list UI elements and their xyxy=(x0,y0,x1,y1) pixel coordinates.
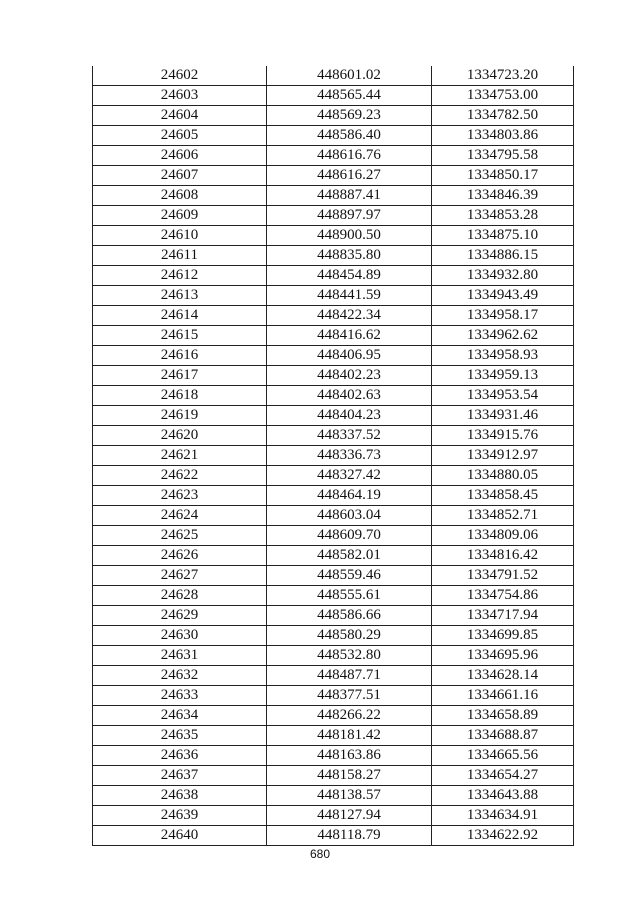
point-id-cell: 24605 xyxy=(93,126,267,146)
table-row xyxy=(93,206,574,226)
y-coordinate-cell: 1334754.86 xyxy=(432,586,574,606)
table-row xyxy=(93,626,574,646)
coordinates-table xyxy=(92,66,574,846)
table-row xyxy=(93,566,574,586)
table-row xyxy=(93,286,574,306)
y-coordinate-cell: 1334958.17 xyxy=(432,306,574,326)
table-row xyxy=(93,786,574,806)
y-coordinate-cell: 1334853.28 xyxy=(432,206,574,226)
point-id-cell: 24624 xyxy=(93,506,267,526)
table-row xyxy=(93,346,574,366)
x-coordinate-cell: 448336.73 xyxy=(267,446,432,466)
y-coordinate-cell: 1334912.97 xyxy=(432,446,574,466)
x-coordinate-cell: 448569.23 xyxy=(267,106,432,126)
point-id-cell: 24617 xyxy=(93,366,267,386)
x-coordinate-cell: 448616.27 xyxy=(267,166,432,186)
y-coordinate-cell: 1334654.27 xyxy=(432,766,574,786)
table-row xyxy=(93,826,574,846)
table-row xyxy=(93,146,574,166)
point-id-cell: 24625 xyxy=(93,526,267,546)
y-coordinate-cell: 1334809.06 xyxy=(432,526,574,546)
y-coordinate-cell: 1334665.56 xyxy=(432,746,574,766)
table-row xyxy=(93,526,574,546)
table-row xyxy=(93,86,574,106)
table-row xyxy=(93,226,574,246)
point-id-cell: 24638 xyxy=(93,786,267,806)
x-coordinate-cell: 448897.97 xyxy=(267,206,432,226)
table-row xyxy=(93,606,574,626)
x-coordinate-cell: 448616.76 xyxy=(267,146,432,166)
x-coordinate-cell: 448422.34 xyxy=(267,306,432,326)
point-id-cell: 24610 xyxy=(93,226,267,246)
y-coordinate-cell: 1334622.92 xyxy=(432,826,574,846)
y-coordinate-cell: 1334858.45 xyxy=(432,486,574,506)
table-row xyxy=(93,666,574,686)
point-id-cell: 24637 xyxy=(93,766,267,786)
point-id-cell: 24630 xyxy=(93,626,267,646)
x-coordinate-cell: 448887.41 xyxy=(267,186,432,206)
y-coordinate-cell: 1334875.10 xyxy=(432,226,574,246)
point-id-cell: 24615 xyxy=(93,326,267,346)
y-coordinate-cell: 1334953.54 xyxy=(432,386,574,406)
y-coordinate-cell: 1334959.13 xyxy=(432,366,574,386)
table-row xyxy=(93,546,574,566)
y-coordinate-cell: 1334695.96 xyxy=(432,646,574,666)
x-coordinate-cell: 448158.27 xyxy=(267,766,432,786)
point-id-cell: 24633 xyxy=(93,686,267,706)
x-coordinate-cell: 448118.79 xyxy=(267,826,432,846)
x-coordinate-cell: 448163.86 xyxy=(267,746,432,766)
table-row xyxy=(93,106,574,126)
point-id-cell: 24622 xyxy=(93,466,267,486)
point-id-cell: 24614 xyxy=(93,306,267,326)
table-row xyxy=(93,66,574,86)
point-id-cell: 24635 xyxy=(93,726,267,746)
table-row xyxy=(93,766,574,786)
table-row xyxy=(93,706,574,726)
x-coordinate-cell: 448181.42 xyxy=(267,726,432,746)
table-row xyxy=(93,746,574,766)
y-coordinate-cell: 1334688.87 xyxy=(432,726,574,746)
table-row xyxy=(93,246,574,266)
x-coordinate-cell: 448127.94 xyxy=(267,806,432,826)
page-number: 680 xyxy=(309,847,331,861)
table-row xyxy=(93,686,574,706)
y-coordinate-cell: 1334943.49 xyxy=(432,286,574,306)
table-row xyxy=(93,326,574,346)
point-id-cell: 24621 xyxy=(93,446,267,466)
y-coordinate-cell: 1334753.00 xyxy=(432,86,574,106)
x-coordinate-cell: 448580.29 xyxy=(267,626,432,646)
x-coordinate-cell: 448138.57 xyxy=(267,786,432,806)
point-id-cell: 24609 xyxy=(93,206,267,226)
table-row xyxy=(93,466,574,486)
table-row xyxy=(93,406,574,426)
y-coordinate-cell: 1334880.05 xyxy=(432,466,574,486)
y-coordinate-cell: 1334782.50 xyxy=(432,106,574,126)
point-id-cell: 24631 xyxy=(93,646,267,666)
table-row xyxy=(93,446,574,466)
y-coordinate-cell: 1334850.17 xyxy=(432,166,574,186)
x-coordinate-cell: 448487.71 xyxy=(267,666,432,686)
point-id-cell: 24620 xyxy=(93,426,267,446)
point-id-cell: 24612 xyxy=(93,266,267,286)
point-id-cell: 24634 xyxy=(93,706,267,726)
y-coordinate-cell: 1334915.76 xyxy=(432,426,574,446)
point-id-cell: 24626 xyxy=(93,546,267,566)
y-coordinate-cell: 1334958.93 xyxy=(432,346,574,366)
table-row xyxy=(93,646,574,666)
x-coordinate-cell: 448582.01 xyxy=(267,546,432,566)
x-coordinate-cell: 448404.23 xyxy=(267,406,432,426)
table-row xyxy=(93,306,574,326)
y-coordinate-cell: 1334852.71 xyxy=(432,506,574,526)
x-coordinate-cell: 448603.04 xyxy=(267,506,432,526)
x-coordinate-cell: 448441.59 xyxy=(267,286,432,306)
point-id-cell: 24618 xyxy=(93,386,267,406)
y-coordinate-cell: 1334723.20 xyxy=(432,66,574,86)
table-row xyxy=(93,426,574,446)
x-coordinate-cell: 448337.52 xyxy=(267,426,432,446)
y-coordinate-cell: 1334658.89 xyxy=(432,706,574,726)
table-row xyxy=(93,726,574,746)
x-coordinate-cell: 448586.40 xyxy=(267,126,432,146)
x-coordinate-cell: 448402.63 xyxy=(267,386,432,406)
y-coordinate-cell: 1334932.80 xyxy=(432,266,574,286)
x-coordinate-cell: 448565.44 xyxy=(267,86,432,106)
y-coordinate-cell: 1334962.62 xyxy=(432,326,574,346)
table-row xyxy=(93,486,574,506)
x-coordinate-cell: 448609.70 xyxy=(267,526,432,546)
x-coordinate-cell: 448402.23 xyxy=(267,366,432,386)
table-row xyxy=(93,126,574,146)
y-coordinate-cell: 1334661.16 xyxy=(432,686,574,706)
y-coordinate-cell: 1334846.39 xyxy=(432,186,574,206)
x-coordinate-cell: 448327.42 xyxy=(267,466,432,486)
point-id-cell: 24623 xyxy=(93,486,267,506)
point-id-cell: 24606 xyxy=(93,146,267,166)
point-id-cell: 24613 xyxy=(93,286,267,306)
table-row xyxy=(93,186,574,206)
x-coordinate-cell: 448586.66 xyxy=(267,606,432,626)
x-coordinate-cell: 448416.62 xyxy=(267,326,432,346)
y-coordinate-cell: 1334643.88 xyxy=(432,786,574,806)
x-coordinate-cell: 448464.19 xyxy=(267,486,432,506)
point-id-cell: 24616 xyxy=(93,346,267,366)
y-coordinate-cell: 1334634.91 xyxy=(432,806,574,826)
y-coordinate-cell: 1334791.52 xyxy=(432,566,574,586)
table-row xyxy=(93,586,574,606)
point-id-cell: 24604 xyxy=(93,106,267,126)
x-coordinate-cell: 448266.22 xyxy=(267,706,432,726)
x-coordinate-cell: 448532.80 xyxy=(267,646,432,666)
point-id-cell: 24636 xyxy=(93,746,267,766)
table-row xyxy=(93,166,574,186)
y-coordinate-cell: 1334886.15 xyxy=(432,246,574,266)
point-id-cell: 24607 xyxy=(93,166,267,186)
coordinates-table-body xyxy=(93,66,574,846)
point-id-cell: 24629 xyxy=(93,606,267,626)
table-row xyxy=(93,806,574,826)
y-coordinate-cell: 1334931.46 xyxy=(432,406,574,426)
y-coordinate-cell: 1334628.14 xyxy=(432,666,574,686)
x-coordinate-cell: 448559.46 xyxy=(267,566,432,586)
point-id-cell: 24639 xyxy=(93,806,267,826)
x-coordinate-cell: 448406.95 xyxy=(267,346,432,366)
y-coordinate-cell: 1334795.58 xyxy=(432,146,574,166)
y-coordinate-cell: 1334816.42 xyxy=(432,546,574,566)
point-id-cell: 24628 xyxy=(93,586,267,606)
point-id-cell: 24611 xyxy=(93,246,267,266)
x-coordinate-cell: 448601.02 xyxy=(267,66,432,86)
x-coordinate-cell: 448900.50 xyxy=(267,226,432,246)
table-row xyxy=(93,266,574,286)
x-coordinate-cell: 448835.80 xyxy=(267,246,432,266)
y-coordinate-cell: 1334803.86 xyxy=(432,126,574,146)
y-coordinate-cell: 1334717.94 xyxy=(432,606,574,626)
y-coordinate-cell: 1334699.85 xyxy=(432,626,574,646)
point-id-cell: 24608 xyxy=(93,186,267,206)
point-id-cell: 24640 xyxy=(93,826,267,846)
x-coordinate-cell: 448454.89 xyxy=(267,266,432,286)
table-row xyxy=(93,366,574,386)
x-coordinate-cell: 448377.51 xyxy=(267,686,432,706)
point-id-cell: 24627 xyxy=(93,566,267,586)
point-id-cell: 24632 xyxy=(93,666,267,686)
table-row xyxy=(93,506,574,526)
point-id-cell: 24619 xyxy=(93,406,267,426)
point-id-cell: 24602 xyxy=(93,66,267,86)
x-coordinate-cell: 448555.61 xyxy=(267,586,432,606)
point-id-cell: 24603 xyxy=(93,86,267,106)
table-row xyxy=(93,386,574,406)
